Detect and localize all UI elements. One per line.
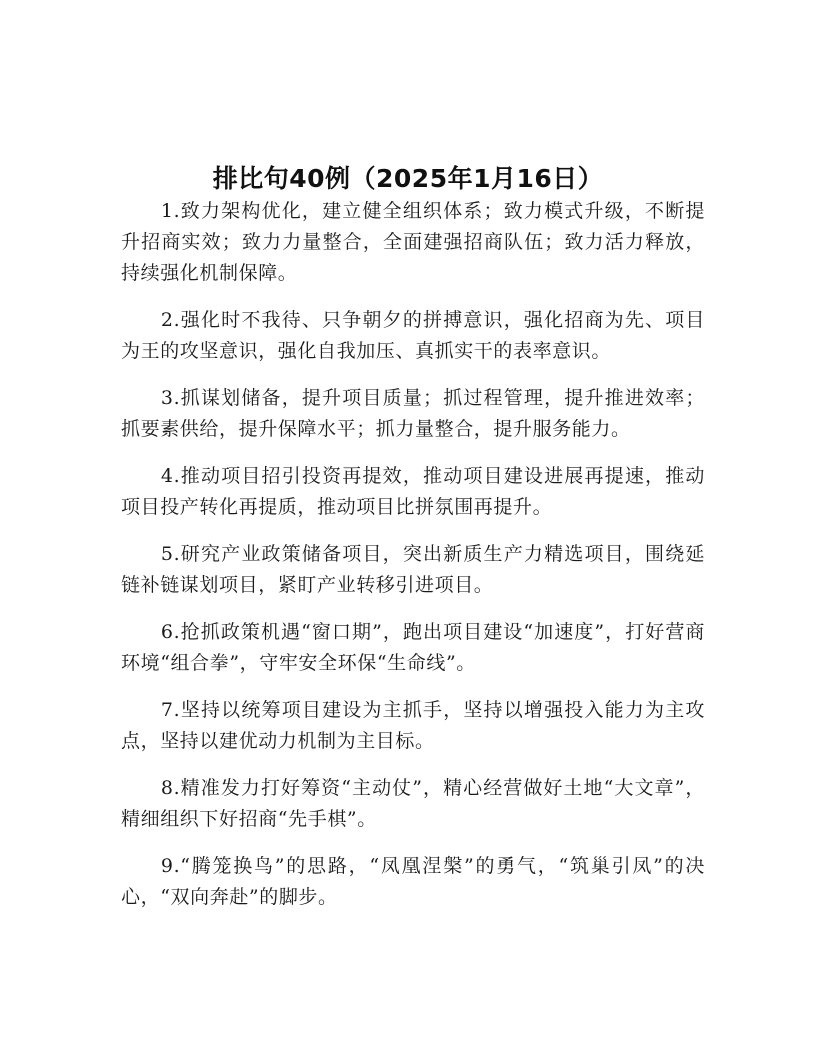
document-title: 排比句40例（2025年1月16日） bbox=[212, 163, 604, 193]
paragraph-1: 1.致力架构优化，建立健全组织体系；致力模式升级，不断提升招商实效；致力力量整合，全面建强招商队伍；致力活力释放，持续强化机制保障。 bbox=[121, 200, 705, 284]
paragraph-7: 7.坚持以统筹项目建设为主抓手，坚持以增强投入能力为主攻点，坚持以建优动力机制为主目标。 bbox=[121, 699, 705, 752]
paragraph-5: 5.研究产业政策储备项目，突出新质生产力精选项目，围绕延链补链谋划项目，紧盯产业转移引进项目。 bbox=[121, 543, 705, 596]
paragraph-2: 2.强化时不我待、只争朝夕的拼搏意识，强化招商为先、项目为王的攻坚意识，强化自我加压、真抓实干的表率意识。 bbox=[121, 309, 705, 362]
paragraph-4: 4.推动项目招引投资再提效，推动项目建设进展再提速，推动项目投产转化再提质，推动项目比拼氛围再提升。 bbox=[121, 465, 705, 518]
document-body bbox=[121, 196, 705, 929]
paragraph-6: 6.抢抓政策机遇“窗口期”，跑出项目建设“加速度”，打好营商环境“组合拳”，守牢安全环保“生命线”。 bbox=[121, 621, 705, 674]
paragraph-9: 9.“腾笼换鸟”的思路，“凤凰涅槃”的勇气，“筑巢引凤”的决心，“双向奔赴”的脚步。 bbox=[121, 855, 705, 908]
paragraph-8: 8.精准发力打好筹资“主动仗”，精心经营做好土地“大文章”，精细组织下好招商“先手棋”。 bbox=[121, 777, 705, 830]
paragraph-3: 3.抓谋划储备，提升项目质量；抓过程管理，提升推进效率；抓要素供给，提升保障水平；抓力量整合，提升服务能力。 bbox=[121, 387, 705, 440]
